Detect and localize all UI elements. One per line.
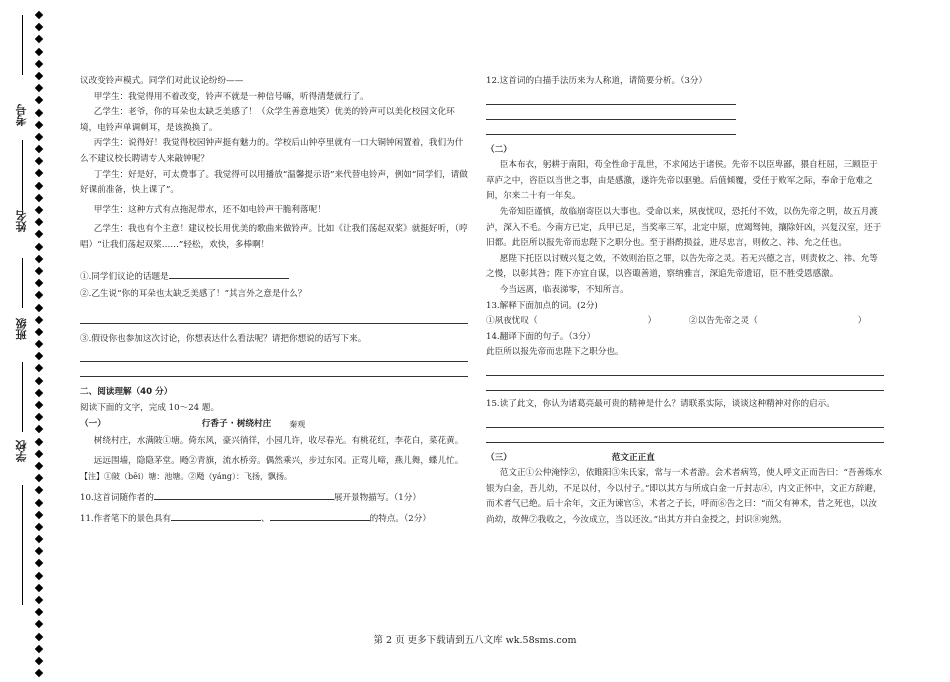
answer-line[interactable] xyxy=(486,428,884,443)
answer-blank[interactable] xyxy=(270,510,370,521)
question-topic: ①.同学们议论的话题是 xyxy=(80,271,169,282)
diamond-mark xyxy=(35,279,43,287)
answer-line[interactable] xyxy=(486,413,884,428)
separator: 、 xyxy=(261,514,270,525)
answer-blank[interactable] xyxy=(154,489,334,500)
poem-note: 【注】①陂（bēi）塘：池塘。②飏（yáng）：飞扬，飘扬。 xyxy=(80,472,292,482)
diamond-mark xyxy=(35,291,43,299)
question-11: 11.作者笔下的景色具有 xyxy=(80,514,172,525)
binding-line xyxy=(22,258,23,308)
section-title: 二、阅读理解（40 分） xyxy=(80,387,173,398)
binding-margin xyxy=(0,0,68,679)
debate-line: 丙学生：说得好！我觉得校园钟声挺有魅力的。学校后山钟亭里就有一口大铜钟闲置着，我们为什么不建议校长聘请专人来敲钟呢？ xyxy=(80,138,464,164)
poem-title: 行香子 · 树绕村庄 xyxy=(201,418,272,429)
poem-stanza: 远远围墙，隐隐茅堂。飏②青旗，流水桥旁。偶然乘兴，步过东冈。正莺儿啼，燕儿舞，蝶儿忙。 xyxy=(93,455,464,466)
label-name: 姓名 xyxy=(15,210,28,232)
answer-blank[interactable] xyxy=(171,510,261,521)
diamond-mark xyxy=(35,620,43,628)
question-12: 12.这首词的白描手法历来为人称道，请简要分析。（3分） xyxy=(486,76,708,86)
diamond-mark xyxy=(35,596,43,604)
diamond-mark xyxy=(35,60,43,68)
diamond-mark xyxy=(35,47,43,55)
answer-line[interactable] xyxy=(80,309,468,324)
diamond-mark xyxy=(35,315,43,323)
diamond-mark xyxy=(35,437,43,445)
question-14: 14.翻译下面的句子。（3分） xyxy=(486,331,596,342)
answer-line[interactable] xyxy=(80,362,468,377)
diamond-mark xyxy=(35,584,43,592)
diamond-mark xyxy=(35,340,43,348)
diamond-mark xyxy=(35,328,43,336)
q13-item-a: ①夙夜忧叹（ xyxy=(486,316,538,327)
right-column xyxy=(486,74,884,528)
poem-author: 秦观 xyxy=(289,419,306,429)
diamond-mark xyxy=(35,84,43,92)
answer-blank[interactable] xyxy=(169,268,289,279)
diamond-mark xyxy=(35,194,43,202)
diamond-mark xyxy=(35,96,43,104)
diamond-mark xyxy=(35,462,43,470)
diamond-mark xyxy=(35,364,43,372)
diamond-mark xyxy=(35,413,43,421)
binding-line xyxy=(22,15,23,75)
diamond-mark xyxy=(35,108,43,116)
question-10-end: 展开景物描写。（1分） xyxy=(333,492,421,503)
diamond-mark xyxy=(35,169,43,177)
diamond-mark xyxy=(35,608,43,616)
diamond-mark xyxy=(35,72,43,80)
diamond-mark xyxy=(35,498,43,506)
diamond-mark xyxy=(35,486,43,494)
diamond-mark xyxy=(35,352,43,360)
passage-paragraph: 愿陛下托臣以讨贼兴复之效，不效则治臣之罪，以告先帝之灵。若无兴德之言，则责攸之、祎、允等之慢，以彰其咎；陛下亦宜自谋，以咨诹善道，察纳雅言，深追先帝遗诏，臣不胜受恩感激。 xyxy=(486,253,878,280)
answer-line[interactable] xyxy=(486,361,884,376)
debate-line: 乙学生：我也有个主意！建议校长用优美的歌曲来做铃声。比如《让我们荡起双桨》就挺好听，（哼唱）“让我们荡起双桨……”轻松，欢快，多棒啊！ xyxy=(80,224,468,250)
diamond-mark xyxy=(35,267,43,275)
answer-line[interactable] xyxy=(486,105,736,120)
diamond-mark xyxy=(35,547,43,555)
diamond-mark xyxy=(35,669,43,677)
binding-line xyxy=(22,140,23,210)
diamond-mark xyxy=(35,559,43,567)
question-implication: ②.乙生说“你的耳朵也太缺乏美感了！”其言外之意是什么？ xyxy=(80,289,307,300)
passage-paragraph: 臣本布衣，躬耕于南阳，苟全性命于乱世，不求闻达于诸侯。先帝不以臣卑鄙，猥自枉屈，三顾臣于草庐之中，咨臣以当世之事，由是感激，遂许先帝以驱驰。后值倾覆，受任于败军之际，奉命于危难之间，尔来二十有一年矣。 xyxy=(486,160,878,202)
diamond-mark xyxy=(35,510,43,518)
answer-line[interactable] xyxy=(486,90,736,105)
diamond-mark xyxy=(35,181,43,189)
diamond-mark xyxy=(35,218,43,226)
intro-text: 议改变铃声模式。同学们对此议论纷纷—— xyxy=(80,76,244,86)
binding-line xyxy=(22,362,23,432)
q14-sentence: 此臣所以报先帝而忠陛下之职分也。 xyxy=(486,347,624,358)
diamond-mark xyxy=(35,133,43,141)
page-footer: 第 2 页 更多下载请到五八文库 wk.58sms.com xyxy=(373,635,577,646)
label-class: 班级 xyxy=(15,318,28,340)
diamond-mark xyxy=(35,571,43,579)
passage-paragraph: 今当远离，临表涕零，不知所言。 xyxy=(499,284,629,295)
poem-stanza: 树绕村庄，水满陂①塘。倚东风，豪兴徜徉，小园几许，收尽春光。有桃花红，李花白，菜花黄。 xyxy=(93,436,464,447)
part-label: （三） xyxy=(486,452,512,463)
diamond-mark xyxy=(35,11,43,19)
diamond-mark xyxy=(35,474,43,482)
binding-diamond-border xyxy=(33,12,45,682)
debate-line: 甲学生：我觉得用不着改变，铃声不就是一种信号嘛，听得清楚就行了。 xyxy=(93,91,369,102)
diamond-mark xyxy=(35,120,43,128)
diamond-mark xyxy=(35,535,43,543)
bracket: ） xyxy=(647,316,657,327)
question-13: 13.解释下面加点的词。(2分) xyxy=(486,300,598,311)
diamond-mark xyxy=(35,145,43,153)
passage-title: 范文正正直 xyxy=(611,452,655,463)
section-intro: 阅读下面的文字，完成 10～24 题。 xyxy=(80,402,220,413)
answer-line[interactable] xyxy=(80,347,468,362)
question-11-end: 的特点。（2分） xyxy=(369,514,431,525)
debate-line: 甲学生：这种方式有点拖泥带水，还不如电铃声干脆利落呢！ xyxy=(93,204,326,215)
question-15: 15.读了此文，你认为诸葛亮最可贵的精神是什么？请联系实际，谈谈这种精神对你的启示。 xyxy=(486,398,835,409)
question-opinion: ③.假设你也参加这次讨论，你想表达什么看法呢？请把你想说的话写下来。 xyxy=(80,333,367,344)
diamond-mark xyxy=(35,376,43,384)
part-label: （二） xyxy=(486,144,512,155)
part-label: （一） xyxy=(80,418,106,429)
binding-line xyxy=(22,485,23,605)
diamond-mark xyxy=(35,230,43,238)
diamond-mark xyxy=(35,450,43,458)
diamond-mark xyxy=(35,242,43,250)
left-column xyxy=(80,74,468,528)
debate-line: 乙学生：老爷，你的耳朵也太缺乏美感了！（众学生善意地笑）优美的铃声可以美化校园文化环境，电铃声单调刺耳，是该换换了。 xyxy=(80,107,455,133)
question-10: 10.这首词随作者的 xyxy=(80,492,154,503)
q13-item-b: ②以告先帝之灵（ xyxy=(688,316,758,327)
diamond-mark xyxy=(35,523,43,531)
diamond-mark xyxy=(35,657,43,665)
passage-paragraph: 先帝知臣谨慎，故临崩寄臣以大事也。受命以来，夙夜忧叹，恐托付不效，以伤先帝之明，故五月渡泸，深入不毛。今南方已定，兵甲已足，当奖率三军，北定中原，庶竭驽钝，攘除奸凶，兴复汉室，还于旧都。此臣所以报先帝而忠陛下之职分也。至于斟酌损益，进尽忠言，则攸之、祎、允之任也。 xyxy=(486,206,882,249)
label-exam-number: 考号 xyxy=(15,104,28,126)
diamond-mark xyxy=(35,401,43,409)
diamond-mark xyxy=(35,425,43,433)
passage-paragraph: 范文正①公仲淹悖②，依睢阳③朱氏家，常与一术者游。会术者病笃，使人呼文正而告曰：“吾善炼水银为白金，吾儿幼，不足以付，今以付子。”即以其方与所成白金一斤封志④，内文正怀中，文正方辞避，而术者气已绝。后十余年，文正为谏官⑤，术者之子长，呼而⑥告之曰：“而父有神术，昔之死也，以汝尚幼，故俾⑦我收之，今汝成立，当以还汝。”出其方并白金授之，封识⑧宛然。 xyxy=(486,468,883,525)
diamond-mark xyxy=(35,389,43,397)
diamond-mark xyxy=(35,35,43,43)
diamond-mark xyxy=(35,23,43,31)
diamond-mark xyxy=(35,157,43,165)
diamond-mark xyxy=(35,303,43,311)
diamond-mark xyxy=(35,255,43,263)
debate-line: 丁学生：好是好，可太费事了。我觉得可以用播放“温馨提示语”来代替电铃声，例如“同学们，请做好课前准备，快上课了”。 xyxy=(80,169,468,196)
label-school: 学校 xyxy=(15,440,28,462)
answer-line[interactable] xyxy=(486,376,884,391)
answer-line[interactable] xyxy=(486,120,736,135)
diamond-mark xyxy=(35,206,43,214)
bracket: ） xyxy=(857,316,867,327)
